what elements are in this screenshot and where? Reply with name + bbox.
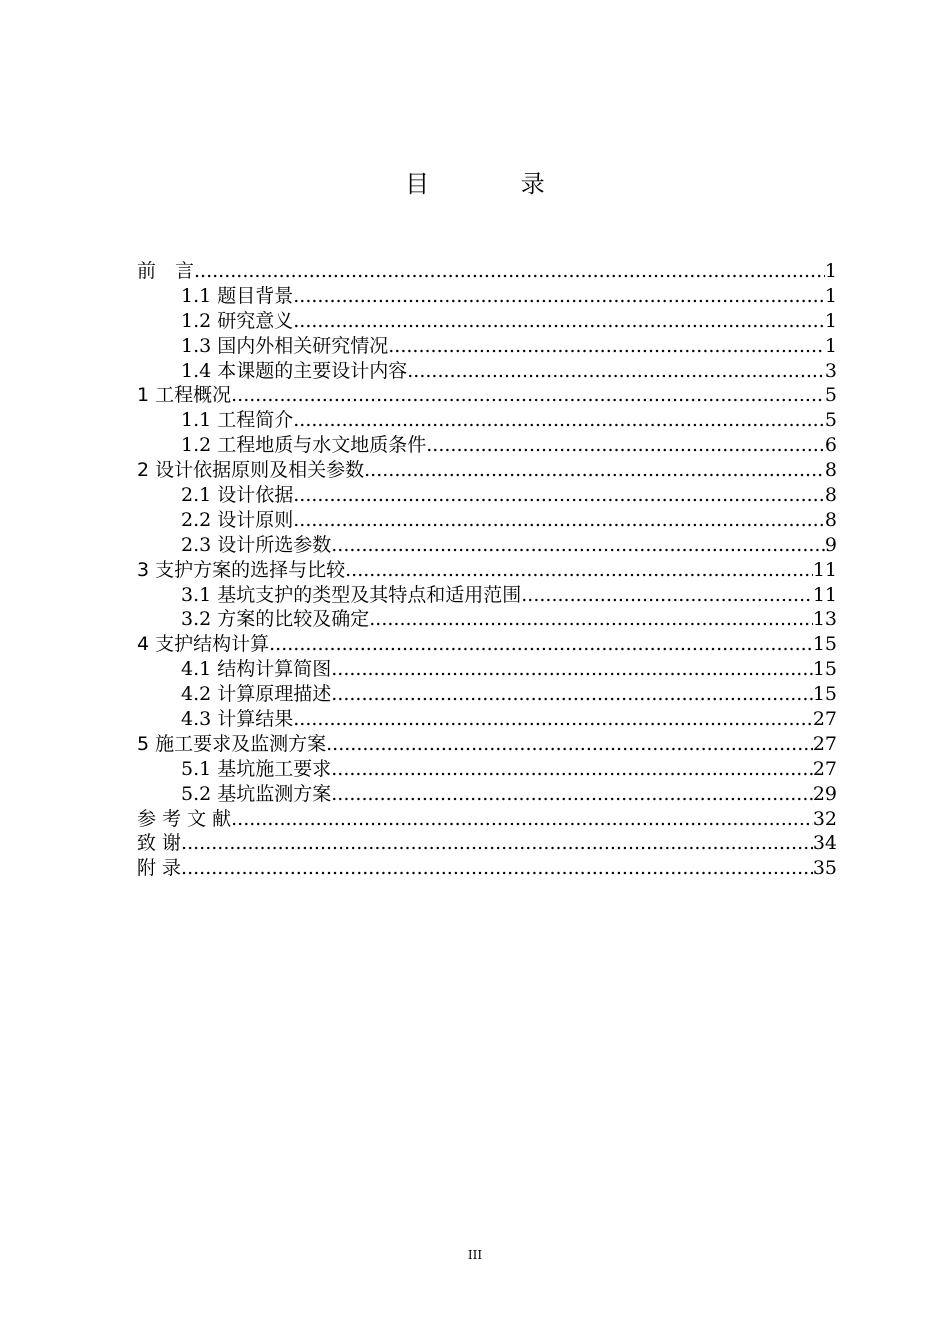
toc-page-number: 1 bbox=[824, 260, 837, 282]
toc-entry-label: 5 施工要求及监测方案 bbox=[137, 732, 327, 755]
toc-dot-leader bbox=[345, 558, 813, 583]
toc-entry-label: 5.2 基坑监测方案 bbox=[181, 782, 332, 805]
table-of-contents bbox=[137, 259, 837, 881]
toc-dot-leader bbox=[231, 383, 825, 408]
toc-dot-leader bbox=[293, 284, 825, 309]
toc-dot-leader bbox=[426, 433, 825, 458]
toc-page-number: 1 bbox=[824, 334, 837, 357]
toc-dot-leader bbox=[331, 533, 825, 558]
toc-entry-label: 2 设计依据原则及相关参数 bbox=[137, 459, 365, 482]
toc-page-number: 27 bbox=[812, 757, 837, 780]
toc-entry-label: 附 录 bbox=[137, 857, 182, 880]
toc-entry[interactable] bbox=[137, 408, 837, 433]
toc-entry[interactable] bbox=[137, 533, 837, 558]
toc-entry[interactable] bbox=[137, 433, 837, 458]
toc-entry-label: 3.1 基坑支护的类型及其特点和适用范围 bbox=[181, 583, 522, 606]
toc-page-number: 15 bbox=[812, 683, 837, 706]
toc-dot-leader bbox=[194, 259, 825, 284]
toc-dot-leader bbox=[331, 757, 813, 782]
toc-dot-leader bbox=[181, 856, 813, 881]
toc-entry-label: 4.2 计算原理描述 bbox=[181, 683, 332, 706]
toc-entry-label: 4.1 结构计算简图 bbox=[181, 658, 332, 681]
toc-entry-label: 前 言 bbox=[137, 260, 195, 282]
toc-page-number: 27 bbox=[812, 708, 837, 731]
toc-entry[interactable] bbox=[137, 508, 837, 533]
toc-page-number: 5 bbox=[824, 409, 837, 432]
toc-entry[interactable] bbox=[137, 284, 837, 309]
toc-dot-leader bbox=[181, 831, 813, 856]
toc-page-number: 32 bbox=[812, 807, 837, 830]
toc-entry[interactable] bbox=[137, 732, 837, 757]
toc-dot-leader bbox=[331, 657, 813, 682]
toc-entry[interactable] bbox=[137, 757, 837, 782]
toc-dot-leader bbox=[369, 607, 813, 632]
toc-page-number: 8 bbox=[824, 508, 837, 531]
toc-page-number: 11 bbox=[812, 558, 837, 581]
toc-page-number: 1 bbox=[824, 309, 837, 332]
toc-page-number: 15 bbox=[812, 633, 837, 656]
toc-entry-label: 5.1 基坑施工要求 bbox=[181, 757, 332, 780]
toc-dot-leader bbox=[269, 632, 813, 657]
toc-page-number: 15 bbox=[812, 658, 837, 681]
toc-entry-label: 1 工程概况 bbox=[137, 384, 232, 407]
toc-page-number: 13 bbox=[812, 608, 837, 631]
toc-entry[interactable] bbox=[137, 856, 837, 881]
toc-entry[interactable] bbox=[137, 607, 837, 632]
toc-entry-label: 3 支护方案的选择与比较 bbox=[137, 558, 346, 581]
toc-entry[interactable] bbox=[137, 831, 837, 856]
toc-entry[interactable] bbox=[137, 707, 837, 732]
toc-page-number: 29 bbox=[812, 782, 837, 805]
toc-entry[interactable] bbox=[137, 583, 837, 608]
toc-dot-leader bbox=[388, 334, 825, 359]
toc-page-number: 3 bbox=[824, 359, 837, 382]
toc-entry[interactable] bbox=[137, 682, 837, 707]
toc-entry[interactable] bbox=[137, 383, 837, 408]
toc-page-number: 27 bbox=[812, 732, 837, 755]
toc-dot-leader bbox=[293, 483, 825, 508]
toc-dot-leader bbox=[331, 782, 813, 807]
page-folio: III bbox=[467, 1248, 483, 1262]
toc-entry-label: 1.2 工程地质与水文地质条件 bbox=[181, 434, 427, 457]
toc-page-number: 9 bbox=[824, 533, 837, 556]
toc-entry-label: 4 支护结构计算 bbox=[137, 633, 270, 656]
toc-dot-leader bbox=[293, 707, 813, 732]
toc-entry-label: 2.3 设计所选参数 bbox=[181, 533, 332, 556]
toc-dot-leader bbox=[326, 732, 813, 757]
toc-entry[interactable] bbox=[137, 558, 837, 583]
toc-dot-leader bbox=[293, 408, 825, 433]
toc-entry-label: 1.1 工程简介 bbox=[181, 409, 294, 432]
toc-dot-leader bbox=[293, 309, 825, 334]
toc-dot-leader bbox=[293, 508, 825, 533]
toc-page-number: 8 bbox=[824, 484, 837, 507]
toc-entry[interactable] bbox=[137, 632, 837, 657]
toc-entry-label: 1.4 本课题的主要设计内容 bbox=[181, 359, 408, 382]
toc-entry-label: 1.3 国内外相关研究情况 bbox=[181, 334, 389, 357]
toc-entry[interactable] bbox=[137, 807, 837, 832]
toc-dot-leader bbox=[231, 807, 813, 832]
toc-dot-leader bbox=[364, 458, 825, 483]
toc-entry-label: 参 考 文 献 bbox=[137, 807, 232, 830]
toc-entry-label: 3.2 方案的比较及确定 bbox=[181, 608, 370, 631]
toc-page-number: 8 bbox=[824, 459, 837, 482]
toc-entry[interactable] bbox=[137, 483, 837, 508]
toc-entry-label: 致 谢 bbox=[137, 832, 182, 855]
toc-entry[interactable] bbox=[137, 259, 837, 284]
toc-page-number: 34 bbox=[812, 832, 837, 855]
toc-page-number: 35 bbox=[812, 857, 837, 880]
toc-page-number: 6 bbox=[824, 434, 837, 457]
toc-page-number: 11 bbox=[812, 583, 837, 606]
toc-page-number: 1 bbox=[824, 284, 837, 307]
toc-entry[interactable] bbox=[137, 309, 837, 334]
toc-entry-label: 1.2 研究意义 bbox=[181, 309, 294, 332]
page-title: 目 录 bbox=[405, 170, 587, 198]
toc-page-number: 5 bbox=[824, 384, 837, 407]
toc-entry-label: 2.1 设计依据 bbox=[181, 484, 294, 507]
toc-dot-leader bbox=[331, 682, 813, 707]
toc-entry[interactable] bbox=[137, 657, 837, 682]
toc-entry[interactable] bbox=[137, 458, 837, 483]
toc-entry-label: 4.3 计算结果 bbox=[181, 708, 294, 731]
toc-entry[interactable] bbox=[137, 359, 837, 384]
toc-dot-leader bbox=[407, 359, 825, 384]
toc-entry[interactable] bbox=[137, 782, 837, 807]
toc-dot-leader bbox=[521, 583, 813, 608]
toc-entry-label: 2.2 设计原则 bbox=[181, 508, 294, 531]
toc-entry-label: 1.1 题目背景 bbox=[181, 284, 294, 307]
toc-entry[interactable] bbox=[137, 334, 837, 359]
